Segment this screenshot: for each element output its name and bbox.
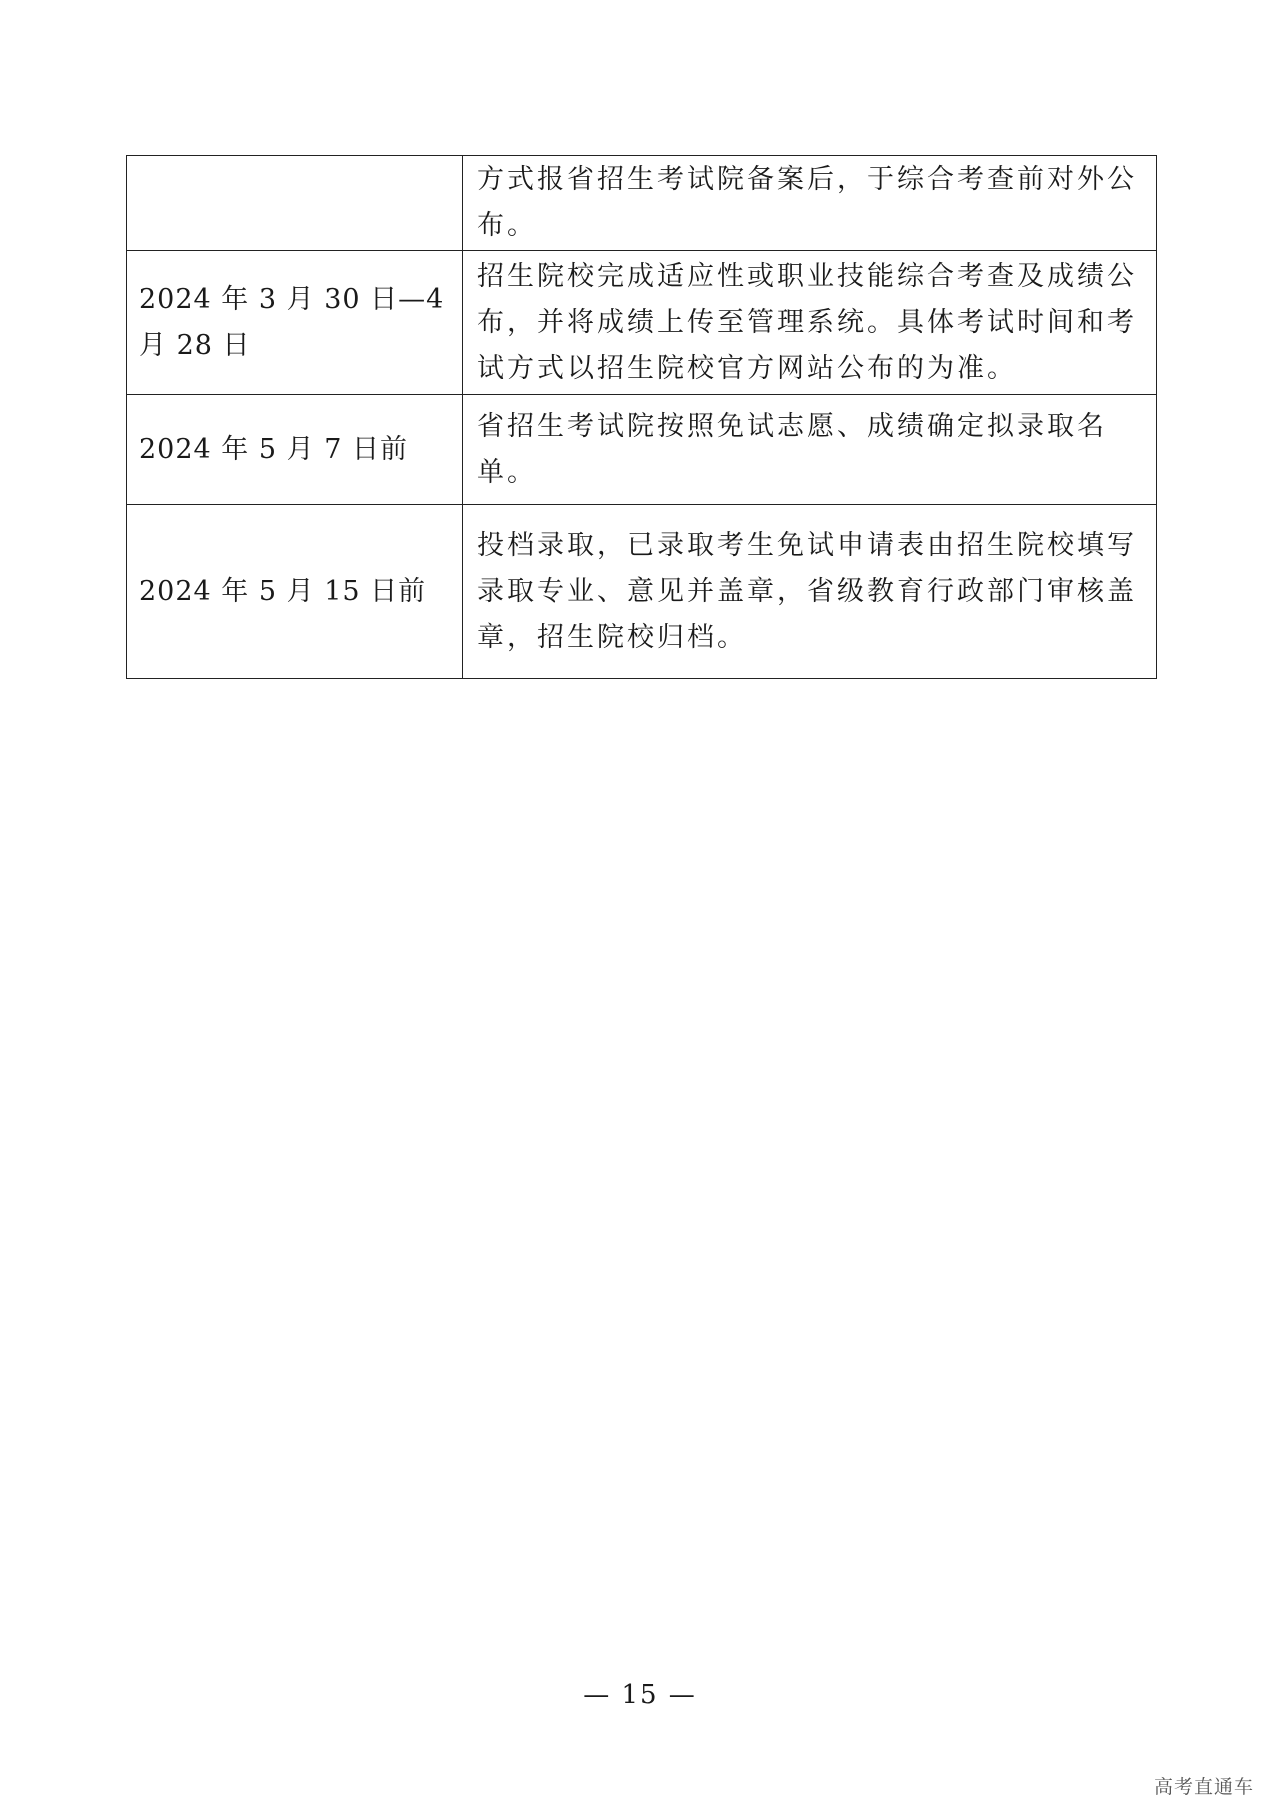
schedule-date-cell: 2024 年 5 月 15 日前: [127, 505, 463, 679]
schedule-description-cell: 投档录取，已录取考生免试申请表由招生院校填写录取专业、意见并盖章，省级教育行政部门审核盖章，招生院校归档。: [463, 505, 1157, 679]
table-row: [127, 505, 1157, 679]
page-number: — 15 —: [583, 1680, 697, 1710]
schedule-description-cell: 省招生考试院按照免试志愿、成绩确定拟录取名单。: [463, 395, 1157, 505]
table-row: [127, 395, 1157, 505]
schedule-description-cell: 方式报省招生考试院备案后，于综合考查前对外公布。: [463, 156, 1157, 251]
watermark-text: 高考直通车: [1153, 1776, 1254, 1798]
schedule-table: [126, 155, 1157, 679]
schedule-date-cell: [127, 156, 463, 251]
schedule-description-cell: 招生院校完成适应性或职业技能综合考查及成绩公布，并将成绩上传至管理系统。具体考试时间和考试方式以招生院校官方网站公布的为准。: [463, 251, 1157, 395]
table-row: [127, 156, 1157, 251]
schedule-date-cell: 2024 年 5 月 7 日前: [127, 395, 463, 505]
table-row: [127, 251, 1157, 395]
schedule-date-cell: 2024 年 3 月 30 日—4 月 28 日: [127, 251, 463, 395]
